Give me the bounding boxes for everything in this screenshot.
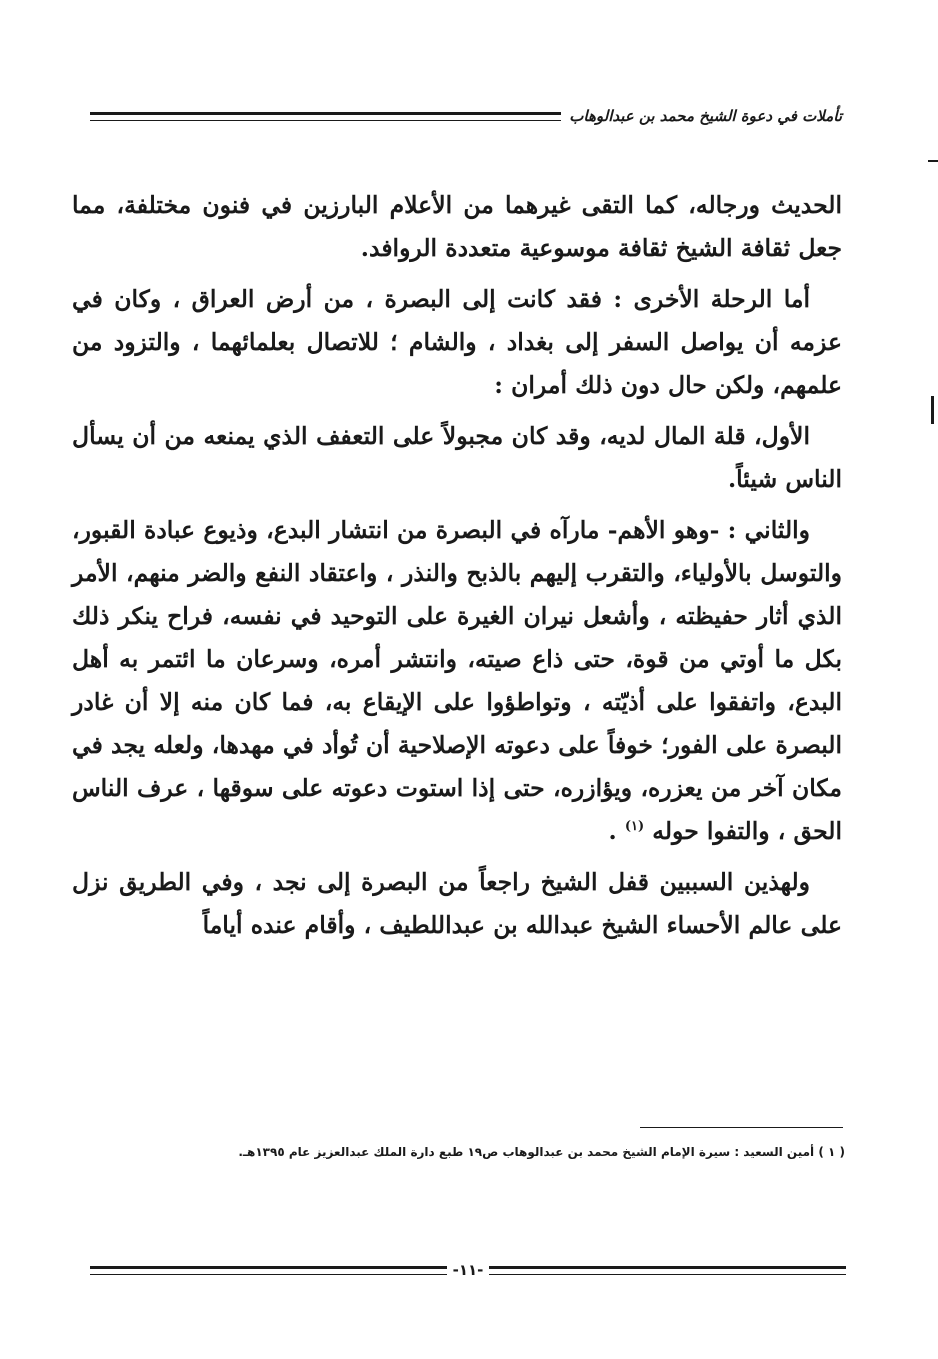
footnote-separator xyxy=(640,1127,843,1128)
footer-rule-right xyxy=(489,1266,846,1275)
paragraph xyxy=(72,509,842,853)
page-footer xyxy=(90,1258,846,1282)
footer-rule-left xyxy=(90,1266,447,1275)
paragraph xyxy=(72,184,842,270)
running-header-title: تأملات في دعوة الشيخ محمد بن عبدالوهاب xyxy=(569,107,842,125)
footnote-marker[interactable]: (١) xyxy=(624,819,645,835)
paragraph-text: ولهذين السببين قفل الشيخ راجعاً من البصرة إلى نجد ، وفي الطريق نزل على عالم الأحساء الشيخ عبدالله بن عبداللطيف ، وأقام عنده أياماً xyxy=(72,868,842,939)
body-text xyxy=(72,184,842,955)
paragraph-text: الأول، قلة المال لديه، وقد كان مجبولاً على التعفف الذي يمنعه من أن يسأل الناس شيئاً. xyxy=(72,422,842,493)
paragraph-text: والثاني : -وهو الأهم- مارآه في البصرة من انتشار البدع، وذيوع عبادة القبور، والتوسل بالأولياء، والتقرب إليهم بالذبح والنذر ، واعتقاد النفع والضر منهم، الأمر الذي أثار حفيظته ، وأشعل نيران الغيرة على التوحيد في نفسه، فراح ينكر ذلك بكل ما أوتي من قوة، حتى ذاع صيته، وانتشر أمره، وسرعان ما ائتمر به أهل البدع، واتفقوا على أذيّته ، وتواطؤوا على الإيقاع به، فما كان منه إلا أن غادر البصرة على الفور؛ خوفاً على دعوته الإصلاحية أن تُوأد في مهدها، ولعله يجد في مكان آخر من يعزره، ويؤازره، حتى إذا استوت دعوته على سوقها ، عرف الناس الحق ، والتفوا حوله xyxy=(72,516,843,845)
page-number: -١١- xyxy=(452,1261,484,1279)
paragraph-text: الحديث ورجاله، كما التقى غيرهما من الأعلام البارزين في فنون مختلفة، مما جعل ثقافة الشيخ ثقافة موسوعية متعددة الروافد. xyxy=(72,191,842,262)
margin-mark xyxy=(928,160,938,162)
header-rule xyxy=(90,112,561,121)
paragraph-tail: . xyxy=(608,817,617,845)
running-header xyxy=(90,104,842,128)
paragraph xyxy=(72,861,842,947)
footnote: ( ١ ) أمين السعيد : سيرة الإمام الشيخ محمد بن عبدالوهاب ص١٩ طبع دارة الملك عبدالعزيز عام ١٣٩٥هـ. xyxy=(238,1145,845,1159)
margin-mark xyxy=(931,396,934,424)
paragraph xyxy=(72,278,842,407)
paragraph-text: أما الرحلة الأخرى : فقد كانت إلى البصرة ، من أرض العراق ، وكان في عزمه أن يواصل السفر إلى بغداد ، والشام ؛ للاتصال بعلمائهما ، والتزود من علمهم، ولكن حال دون ذلك أمران : xyxy=(72,285,842,399)
paragraph xyxy=(72,415,842,501)
